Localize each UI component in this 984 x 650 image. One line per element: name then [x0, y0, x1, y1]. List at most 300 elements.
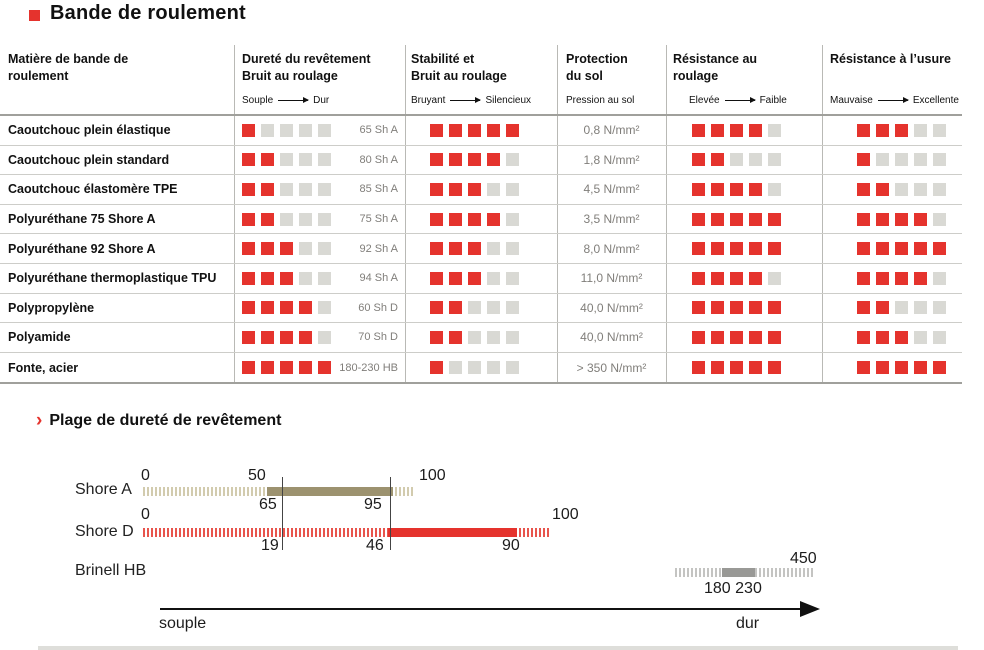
rating-squares: [430, 331, 519, 344]
shore-a-tick: 100: [419, 467, 446, 484]
rating-square: [506, 124, 519, 137]
rating-square: [280, 331, 293, 344]
rating-square: [768, 183, 781, 196]
rolling-resistance-rating: [692, 234, 781, 263]
rating-square: [449, 331, 462, 344]
rating-square: [692, 361, 705, 374]
rating-square: [506, 361, 519, 374]
rating-squares: [242, 242, 331, 255]
stability-rating: [430, 264, 519, 293]
rating-square: [768, 213, 781, 226]
wear-resistance-rating: [857, 264, 946, 293]
hardness-rating: [242, 294, 398, 323]
material-name: Polypropylène: [8, 300, 95, 315]
material-name: Polyuréthane 92 Shore A: [8, 241, 156, 256]
rating-squares: [857, 183, 946, 196]
rating-square: [933, 213, 946, 226]
rating-square: [876, 361, 889, 374]
header-material-line2: roulement: [8, 69, 69, 83]
rating-square: [487, 213, 500, 226]
material-name: Polyuréthane thermoplastique TPU: [8, 271, 217, 286]
rating-square: [242, 153, 255, 166]
rating-square: [768, 124, 781, 137]
rating-square: [711, 153, 724, 166]
hardness-rating: [242, 353, 398, 383]
rating-squares: [430, 242, 519, 255]
shore-d-value: 90: [502, 537, 520, 554]
rating-square: [242, 301, 255, 314]
rating-square: [895, 213, 908, 226]
rating-square: [749, 213, 762, 226]
rating-square: [506, 242, 519, 255]
ground-pressure-value: 3,5 N/mm²: [583, 212, 640, 227]
rating-square: [468, 301, 481, 314]
rating-square: [857, 213, 870, 226]
rating-square: [261, 124, 274, 137]
table-body: [0, 116, 962, 382]
rating-square: [749, 301, 762, 314]
rating-square: [692, 331, 705, 344]
table-row: [0, 323, 962, 353]
rating-square: [730, 242, 743, 255]
materials-table: [0, 45, 984, 385]
rating-square: [857, 242, 870, 255]
rating-square: [430, 213, 443, 226]
rating-square: [299, 301, 312, 314]
rating-square: [487, 331, 500, 344]
rating-square: [730, 124, 743, 137]
rating-square: [895, 361, 908, 374]
rating-square: [768, 242, 781, 255]
rating-square: [280, 301, 293, 314]
scale-stability: Bruyant Silencieux: [411, 95, 532, 106]
shore-a-tick: 0: [141, 467, 150, 484]
shore-d-tick: 0: [141, 506, 150, 523]
rating-square: [895, 242, 908, 255]
rating-square: [506, 183, 519, 196]
rating-square: [857, 361, 870, 374]
page-edge-artifact: [38, 646, 958, 650]
rating-squares: [692, 124, 781, 137]
header-rolling-resistance: Résistance au roulage: [673, 52, 758, 83]
shore-a-tick: 50: [248, 467, 266, 484]
x-axis-left-label: souple: [159, 615, 207, 632]
rating-squares: [242, 272, 331, 285]
scale-ground-protection: Pression au sol: [566, 95, 635, 106]
rating-square: [299, 124, 312, 137]
rating-squares: [242, 153, 331, 166]
rating-square: [876, 272, 889, 285]
scale-wear-resistance: Mauvaise Excellente: [830, 95, 959, 106]
rating-square: [933, 331, 946, 344]
rating-square: [468, 153, 481, 166]
rating-square: [242, 272, 255, 285]
rating-squares: [857, 124, 946, 137]
wear-resistance-rating: [857, 205, 946, 234]
rating-square: [506, 153, 519, 166]
rating-squares: [857, 153, 946, 166]
rating-squares: [692, 242, 781, 255]
rolling-resistance-rating: [692, 175, 781, 204]
rating-square: [730, 153, 743, 166]
rating-square: [730, 301, 743, 314]
rating-square: [730, 331, 743, 344]
rating-square: [749, 272, 762, 285]
stability-rating: [430, 175, 519, 204]
rating-square: [261, 213, 274, 226]
rating-square: [914, 213, 927, 226]
rating-square: [280, 183, 293, 196]
header-material: [8, 51, 208, 85]
material-name: Caoutchouc plein élastique: [8, 123, 171, 138]
rolling-resistance-rating: [692, 146, 781, 175]
rating-square: [487, 361, 500, 374]
hardness-value: 180-230 HB: [339, 361, 398, 374]
rating-square: [449, 124, 462, 137]
rating-square: [857, 124, 870, 137]
hardness-rating: [242, 264, 398, 293]
hardness-rating: [242, 116, 398, 145]
rating-square: [242, 242, 255, 255]
material-name: Fonte, acier: [8, 360, 79, 375]
rolling-resistance-rating: [692, 353, 781, 383]
material-name: Caoutchouc élastomère TPE: [8, 182, 178, 197]
rating-square: [857, 331, 870, 344]
ground-pressure-value: > 350 N/mm²: [576, 360, 647, 375]
rating-square: [711, 183, 724, 196]
ground-pressure-value: 40,0 N/mm²: [580, 330, 643, 345]
rating-squares: [692, 153, 781, 166]
hardness-value: 75 Sh A: [359, 213, 398, 226]
rating-square: [711, 361, 724, 374]
page-title: Bande de roulement: [50, 2, 246, 24]
rating-square: [318, 183, 331, 196]
rating-square: [468, 124, 481, 137]
shore-a-range-bar: [267, 487, 393, 496]
rating-square: [730, 183, 743, 196]
rating-square: [933, 242, 946, 255]
rating-square: [895, 183, 908, 196]
rating-square: [914, 301, 927, 314]
rating-square: [914, 361, 927, 374]
rating-square: [280, 272, 293, 285]
rating-square: [711, 124, 724, 137]
rating-square: [914, 153, 927, 166]
hardness-value: 80 Sh A: [359, 153, 398, 166]
rating-square: [487, 301, 500, 314]
ground-pressure-value: 40,0 N/mm²: [580, 300, 643, 315]
rating-square: [280, 213, 293, 226]
arrow-right-icon: [450, 100, 480, 101]
rating-square: [318, 331, 331, 344]
rating-square: [711, 242, 724, 255]
rating-square: [430, 124, 443, 137]
rating-square: [506, 301, 519, 314]
ground-pressure-value: 8,0 N/mm²: [583, 241, 640, 256]
table-bottom-border: [0, 382, 962, 384]
x-axis-arrowhead-icon: [800, 601, 820, 617]
rating-square: [318, 272, 331, 285]
hardness-value: 94 Sh A: [359, 272, 398, 285]
table-row: [0, 294, 962, 324]
rating-squares: [430, 301, 519, 314]
hardness-rating: [242, 146, 398, 175]
rating-square: [487, 242, 500, 255]
table-row: [0, 146, 962, 176]
rating-square: [933, 183, 946, 196]
rating-square: [692, 301, 705, 314]
rating-square: [261, 331, 274, 344]
material-name: Polyamide: [8, 330, 71, 345]
chevron-right-icon: ›: [36, 410, 43, 431]
rating-square: [430, 153, 443, 166]
rating-square: [895, 272, 908, 285]
rating-squares: [430, 213, 519, 226]
rating-square: [895, 124, 908, 137]
title-row: [29, 2, 246, 25]
rating-square: [318, 242, 331, 255]
rating-square: [857, 272, 870, 285]
rating-square: [692, 183, 705, 196]
rating-square: [487, 153, 500, 166]
rating-squares: [857, 361, 946, 374]
shore-a-range-max: 95: [364, 496, 382, 513]
stability-rating: [430, 205, 519, 234]
rating-square: [933, 153, 946, 166]
rating-square: [261, 301, 274, 314]
rating-square: [730, 272, 743, 285]
rolling-resistance-rating: [692, 294, 781, 323]
wear-resistance-rating: [857, 294, 946, 323]
ground-pressure-value: 0,8 N/mm²: [583, 123, 640, 138]
rating-square: [692, 153, 705, 166]
x-axis-line: [160, 608, 802, 610]
shore-d-value: 19: [261, 537, 279, 554]
scale-rolling-resistance: Elevée Faible: [689, 95, 787, 106]
rating-square: [318, 153, 331, 166]
rating-square: [318, 213, 331, 226]
rating-square: [749, 183, 762, 196]
rating-square: [711, 213, 724, 226]
table-row: [0, 116, 962, 146]
rating-square: [895, 301, 908, 314]
rating-squares: [430, 124, 519, 137]
rating-squares: [430, 272, 519, 285]
rating-square: [749, 331, 762, 344]
rating-square: [857, 153, 870, 166]
rating-squares: [692, 213, 781, 226]
rating-square: [730, 361, 743, 374]
hardness-value: 85 Sh A: [359, 183, 398, 196]
brinell-tick: 450: [790, 550, 817, 567]
red-square-bullet-icon: [29, 10, 40, 21]
material-name: Polyuréthane 75 Shore A: [8, 212, 156, 227]
rating-square: [261, 272, 274, 285]
rating-square: [711, 331, 724, 344]
rating-square: [692, 242, 705, 255]
wear-resistance-rating: [857, 116, 946, 145]
rating-squares: [430, 361, 519, 374]
wear-resistance-rating: [857, 323, 946, 352]
rating-squares: [692, 272, 781, 285]
rating-squares: [857, 301, 946, 314]
rating-square: [449, 242, 462, 255]
rating-squares: [857, 272, 946, 285]
rating-square: [768, 361, 781, 374]
stability-rating: [430, 353, 519, 383]
rating-squares: [430, 153, 519, 166]
rating-square: [299, 361, 312, 374]
rating-square: [261, 153, 274, 166]
wear-resistance-rating: [857, 353, 946, 383]
x-axis-right-label: dur: [736, 615, 760, 632]
rating-square: [857, 301, 870, 314]
brinell-range-values: 180 230: [704, 580, 762, 597]
rating-square: [692, 272, 705, 285]
rating-square: [449, 301, 462, 314]
rating-square: [692, 213, 705, 226]
rating-square: [895, 331, 908, 344]
rating-square: [430, 272, 443, 285]
table-row: [0, 175, 962, 205]
header-hardness: Dureté du revêtement Bruit au roulage: [242, 52, 371, 83]
rating-squares: [242, 301, 331, 314]
rating-square: [914, 183, 927, 196]
rating-square: [430, 183, 443, 196]
rolling-resistance-rating: [692, 205, 781, 234]
rating-square: [876, 213, 889, 226]
rating-square: [280, 242, 293, 255]
rating-square: [280, 153, 293, 166]
rating-square: [692, 124, 705, 137]
rating-square: [487, 124, 500, 137]
rating-squares: [242, 361, 331, 374]
rolling-resistance-rating: [692, 264, 781, 293]
rating-square: [914, 331, 927, 344]
rating-square: [768, 301, 781, 314]
rating-square: [299, 331, 312, 344]
rating-square: [876, 301, 889, 314]
rating-squares: [430, 183, 519, 196]
rating-square: [506, 272, 519, 285]
rating-square: [299, 183, 312, 196]
rating-square: [468, 213, 481, 226]
chart-heading: [36, 410, 281, 432]
chart-title: Plage de dureté de revêtement: [49, 412, 282, 429]
rating-square: [280, 124, 293, 137]
shore-d-value: 46: [366, 537, 384, 554]
hardness-rating: [242, 234, 398, 263]
rating-square: [449, 272, 462, 285]
reference-line: [282, 477, 283, 550]
rating-squares: [242, 331, 331, 344]
table-row: [0, 264, 962, 294]
rating-square: [730, 213, 743, 226]
header-stability: Stabilité et Bruit au roulage: [411, 52, 507, 83]
wear-resistance-rating: [857, 234, 946, 263]
table-row: [0, 205, 962, 235]
rating-squares: [692, 331, 781, 344]
rating-square: [299, 272, 312, 285]
brinell-range-bar: [722, 568, 755, 577]
rating-square: [487, 183, 500, 196]
rating-squares: [857, 242, 946, 255]
rating-square: [933, 301, 946, 314]
rating-squares: [692, 301, 781, 314]
shore-a-label: Shore A: [75, 481, 132, 498]
rating-square: [449, 183, 462, 196]
rating-square: [280, 361, 293, 374]
shore-a-range-min: 65: [259, 496, 277, 513]
rating-squares: [857, 331, 946, 344]
rating-square: [299, 153, 312, 166]
rating-square: [857, 183, 870, 196]
ground-pressure-value: 11,0 N/mm²: [580, 271, 643, 286]
arrow-right-icon: [878, 100, 908, 101]
wear-resistance-rating: [857, 146, 946, 175]
shore-d-tick: 100: [552, 506, 579, 523]
rating-square: [749, 242, 762, 255]
rolling-resistance-rating: [692, 116, 781, 145]
rating-square: [449, 213, 462, 226]
rating-square: [430, 242, 443, 255]
shore-d-range-bar: [388, 528, 517, 537]
rating-square: [876, 153, 889, 166]
rating-square: [468, 183, 481, 196]
rating-square: [242, 213, 255, 226]
rating-square: [914, 124, 927, 137]
rating-square: [876, 331, 889, 344]
rating-square: [468, 242, 481, 255]
header-material-line1: Matière de bande de: [8, 52, 129, 66]
rating-square: [449, 153, 462, 166]
rating-square: [430, 331, 443, 344]
hardness-value: 65 Sh A: [359, 124, 398, 137]
wear-resistance-rating: [857, 175, 946, 204]
rating-square: [242, 124, 255, 137]
arrow-right-icon: [725, 100, 755, 101]
rating-square: [261, 242, 274, 255]
rating-square: [430, 361, 443, 374]
rating-square: [242, 183, 255, 196]
rating-square: [506, 331, 519, 344]
table-row: [0, 234, 962, 264]
shore-d-label: Shore D: [75, 523, 134, 540]
hardness-rating: [242, 205, 398, 234]
rating-square: [468, 361, 481, 374]
rating-square: [242, 331, 255, 344]
rating-square: [318, 301, 331, 314]
rating-square: [487, 272, 500, 285]
rating-square: [933, 124, 946, 137]
rating-square: [768, 331, 781, 344]
rating-square: [318, 361, 331, 374]
rating-square: [261, 361, 274, 374]
rating-square: [430, 301, 443, 314]
rating-squares: [692, 183, 781, 196]
rating-square: [749, 361, 762, 374]
ground-pressure-value: 4,5 N/mm²: [583, 182, 640, 197]
rating-square: [933, 361, 946, 374]
reference-line: [390, 477, 391, 550]
rolling-resistance-rating: [692, 323, 781, 352]
rating-square: [468, 331, 481, 344]
rating-square: [318, 124, 331, 137]
rating-squares: [857, 213, 946, 226]
rating-square: [242, 361, 255, 374]
rating-squares: [242, 124, 331, 137]
rating-square: [895, 153, 908, 166]
